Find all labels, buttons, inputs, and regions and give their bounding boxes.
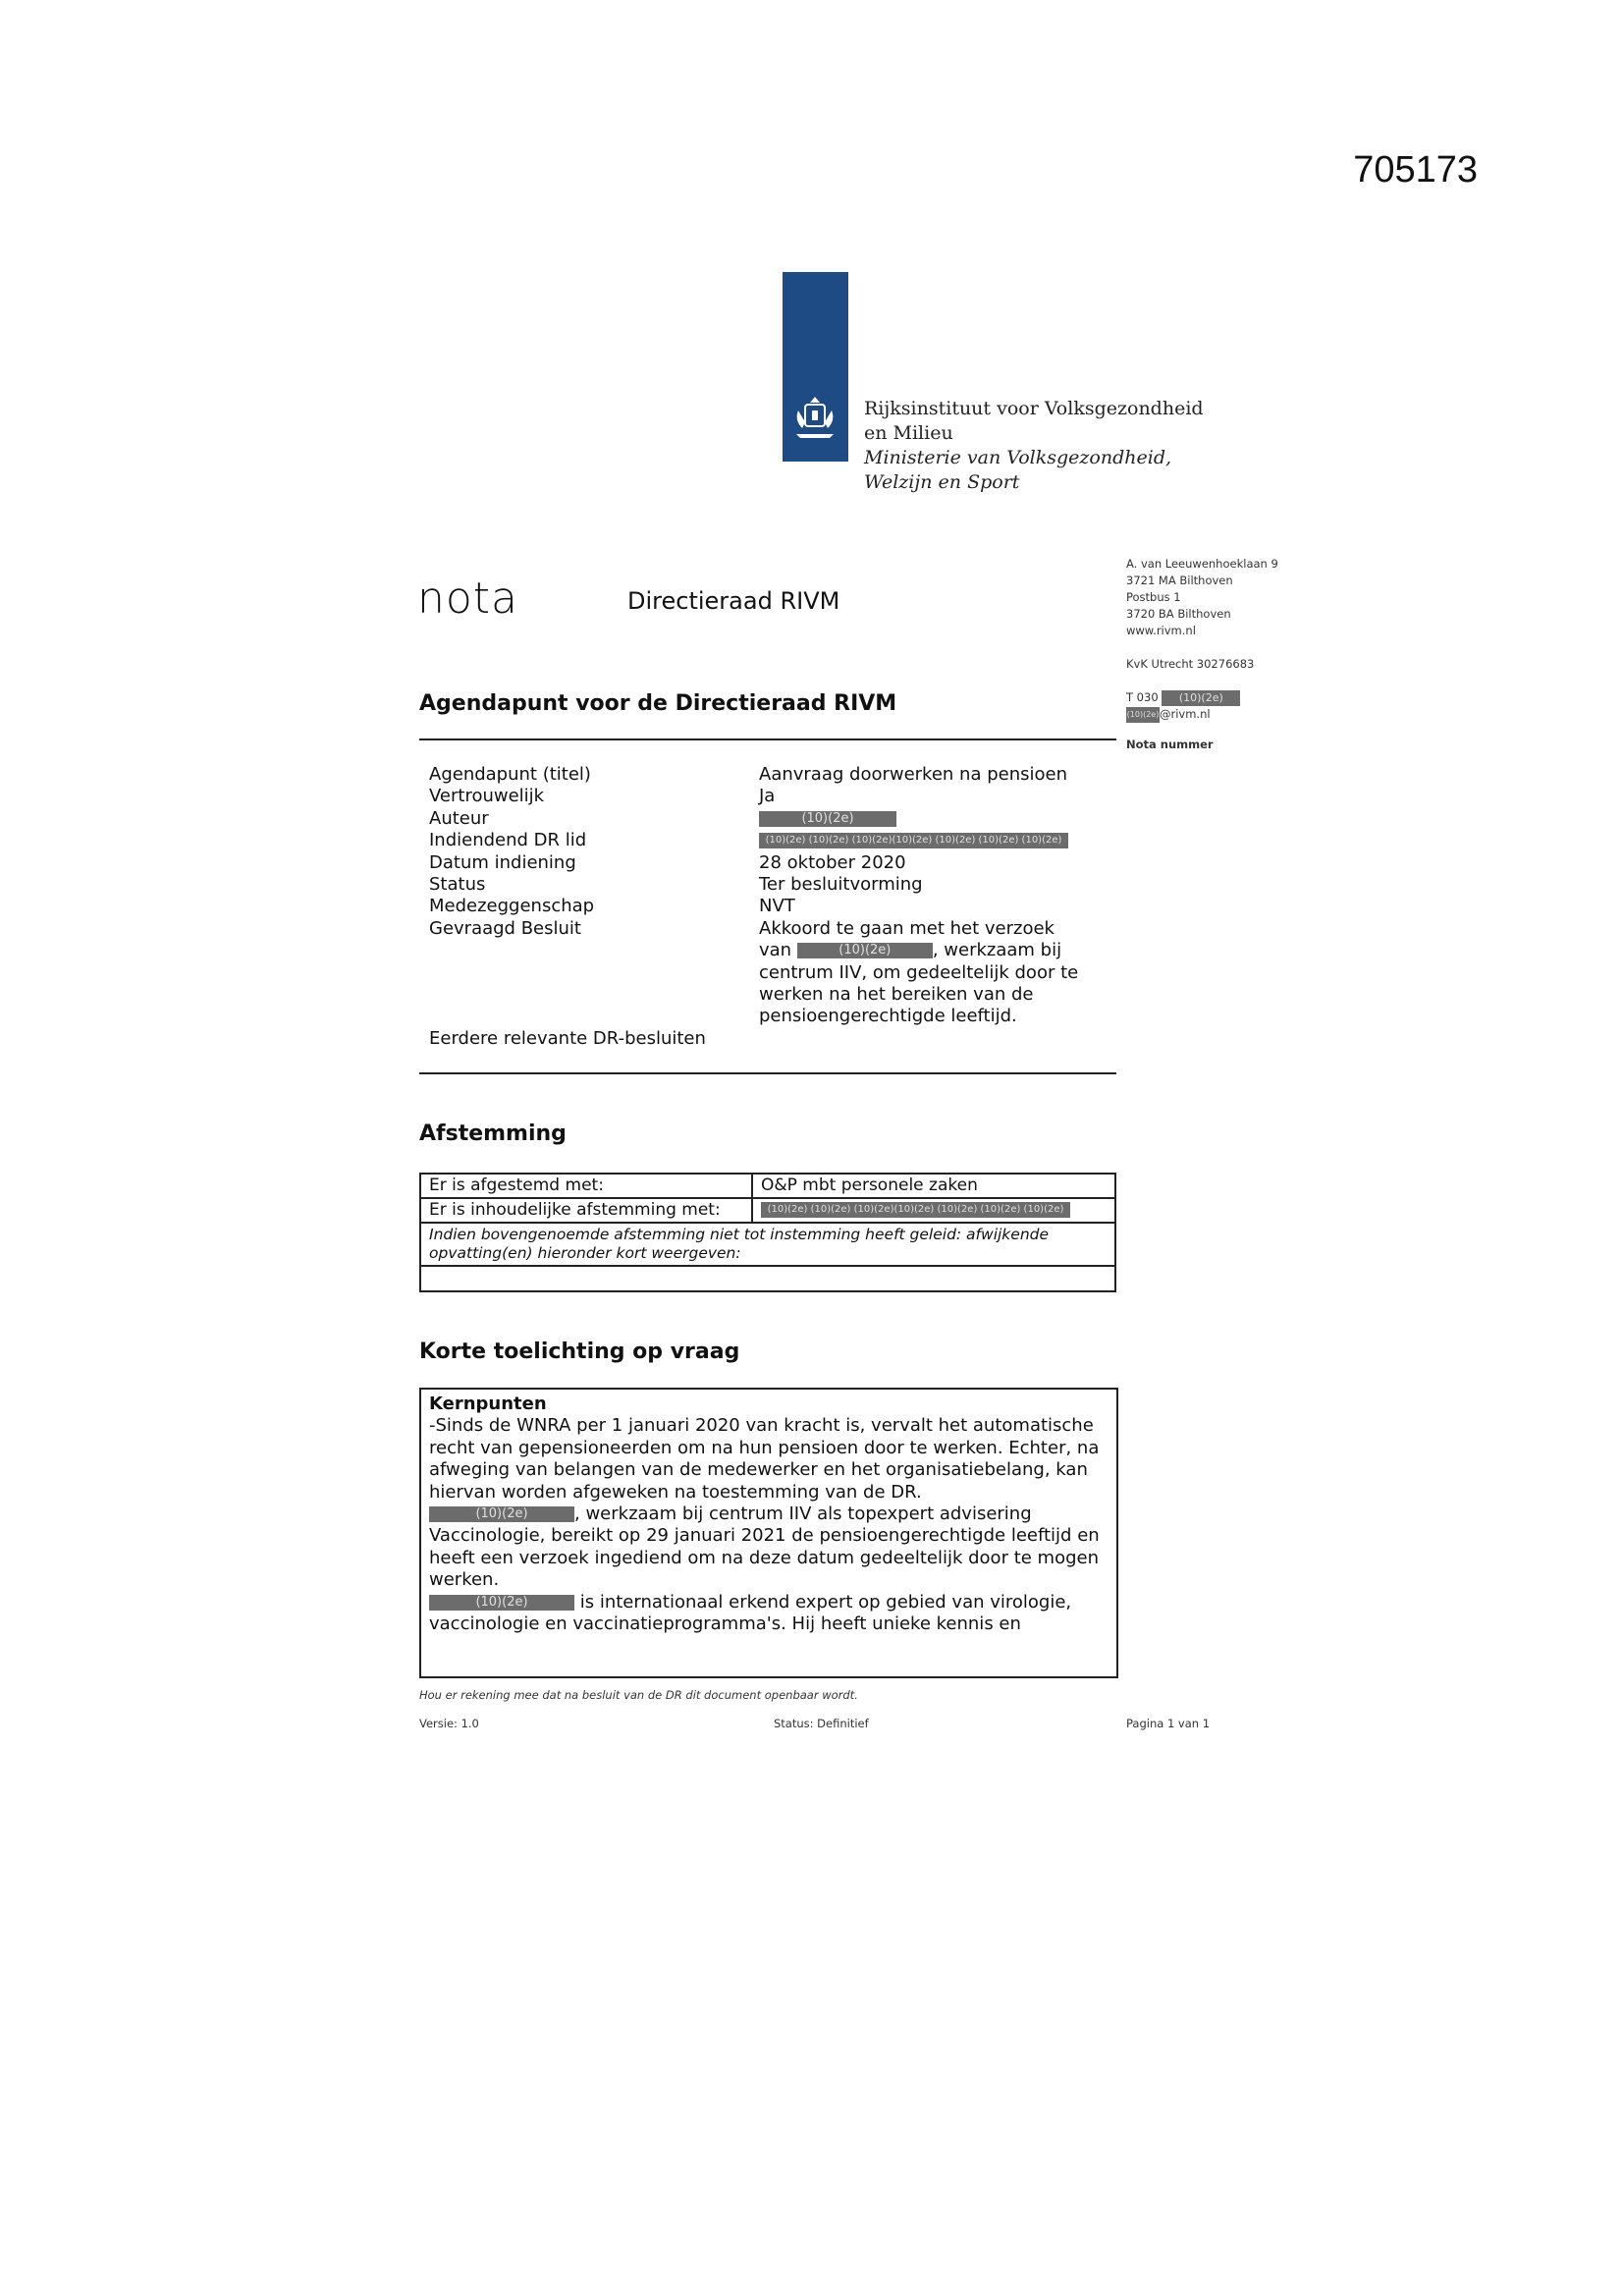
org-name-line2: en Milieu [864, 422, 953, 444]
verzoek-redaction: (10)(2e) [797, 943, 933, 958]
agenda-details [429, 764, 1116, 1050]
table-row: Indien bovengenoemde afstemming niet tot instemming heeft geleid: afwijkende opvatting(en) hieronder kort weergeven: [420, 1223, 1115, 1266]
address-line1: A. van Leeuwenhoeklaan 9 [1126, 557, 1278, 571]
toelichting-box [419, 1388, 1118, 1678]
nota-nummer-label: Nota nummer [1126, 738, 1214, 751]
agenda-row: Datum indiening 28 oktober 2020 [429, 851, 906, 873]
phone-prefix: T 030 [1126, 690, 1159, 704]
coat-of-arms-icon [790, 393, 839, 442]
kvk: KvK Utrecht 30276683 [1126, 657, 1255, 671]
postcode: 3720 BA Bilthoven [1126, 607, 1231, 621]
email-suffix: @rivm.nl [1160, 707, 1211, 721]
organization-name [864, 397, 1204, 495]
board-title: Directieraad RIVM [627, 587, 840, 615]
email [1126, 706, 1278, 723]
paragraph-1: -Sinds de WNRA per 1 januari 2020 van kracht is, vervalt het automatische recht van gepensioneerden om na hun pensioen door te werken. Echter, na afweging van belangen van de medewerker en het organisatiebelang, kan hiervan worden afgeweken na toestemming van de DR. [429, 1415, 1100, 1503]
postbus: Postbus 1 [1126, 590, 1181, 604]
agenda-row: Auteur (10)(2e) [429, 808, 1116, 830]
agenda-row: Eerdere relevante DR-besluiten [429, 1027, 706, 1049]
kernpunten-label: Kernpunten [429, 1394, 547, 1414]
toelichting-heading: Korte toelichting op vraag [419, 1339, 740, 1364]
auteur-redaction: (10)(2e) [759, 811, 896, 827]
agenda-row: Status Ter besluitvorming [429, 874, 923, 896]
phone-redaction: (10)(2e) [1162, 690, 1240, 706]
org-name-line1: Rijksinstituut voor Volksgezondheid [864, 398, 1204, 419]
phone [1126, 689, 1278, 706]
p2-redaction: (10)(2e) [429, 1506, 574, 1522]
agenda-row-besluit: Gevraagd Besluit Akkoord te gaan met het verzoek van (10)(2e) , werkzaam bij centrum IIV, om gedeeltelijk door te werken na het bereiken van de pensioengerechtigde leeftijd. [429, 917, 1079, 1027]
agenda-row: Indiendend DR lid (10)(2e) (10)(2e) (10)(2e)(10)(2e) (10)(2e) (10)(2e) (10)(2e) [429, 830, 1116, 851]
agenda-row: Vertrouwelijk Ja [429, 786, 776, 807]
footer-status: Status: Definitief [774, 1717, 869, 1730]
page-title: Agendapunt voor de Directieraad RIVM [419, 691, 897, 716]
document-number: 705173 [1353, 149, 1478, 191]
address-line2: 3721 MA Bilthoven [1126, 574, 1233, 587]
table-row [420, 1266, 1115, 1291]
dr-lid-redaction: (10)(2e) (10)(2e) (10)(2e)(10)(2e) (10)(2e) (10)(2e) (10)(2e) [759, 833, 1068, 848]
agenda-row: Medezeggenschap NVT [429, 896, 795, 917]
afstemming-table [419, 1173, 1116, 1292]
website: www.rivm.nl [1126, 624, 1196, 637]
afstemming-redaction: (10)(2e) (10)(2e) (10)(2e)(10)(2e) (10)(2e) (10)(2e) (10)(2e) [761, 1202, 1070, 1218]
table-row: Er is afgestemd met: O&P mbt personele zaken [420, 1174, 1115, 1198]
ministry-line2: Welzijn en Sport [864, 471, 1020, 493]
email-redaction: (10)(2e) [1126, 707, 1160, 723]
footer-versie: Versie: 1.0 [419, 1717, 479, 1730]
ministry-line1: Ministerie van Volksgezondheid, [864, 447, 1172, 468]
afstemming-heading: Afstemming [419, 1121, 567, 1146]
divider [419, 738, 1116, 740]
paragraph-3: (10)(2e) is internationaal erkend expert op gebied van virologie, vaccinologie en vaccinatieprogramma's. Hij heeft unieke kennis en [429, 1591, 1072, 1635]
table-row: Er is inhoudelijke afstemming met: (10)(2e) (10)(2e) (10)(2e)(10)(2e) (10)(2e) (10)(2e) (10)(2e) [420, 1198, 1115, 1223]
p3-redaction: (10)(2e) [429, 1595, 574, 1611]
divider [419, 1072, 1116, 1074]
footer-pagina: Pagina 1 van 1 [1126, 1717, 1211, 1730]
footer-note: Hou er rekening mee dat na besluit van de DR dit document openbaar wordt. [419, 1688, 858, 1702]
nota-title: nota [417, 574, 519, 624]
agenda-row: Agendapunt (titel) Aanvraag doorwerken na pensioen [429, 764, 1067, 785]
sidebar-address [1126, 556, 1278, 753]
paragraph-2: (10)(2e) , werkzaam bij centrum IIV als topexpert advisering Vaccinologie, bereikt op 29 januari 2021 de pensioengerechtigde leeftijd en heeft een verzoek ingediend om na deze datum gedeeltelijk door te mogen werken. [429, 1503, 1100, 1591]
